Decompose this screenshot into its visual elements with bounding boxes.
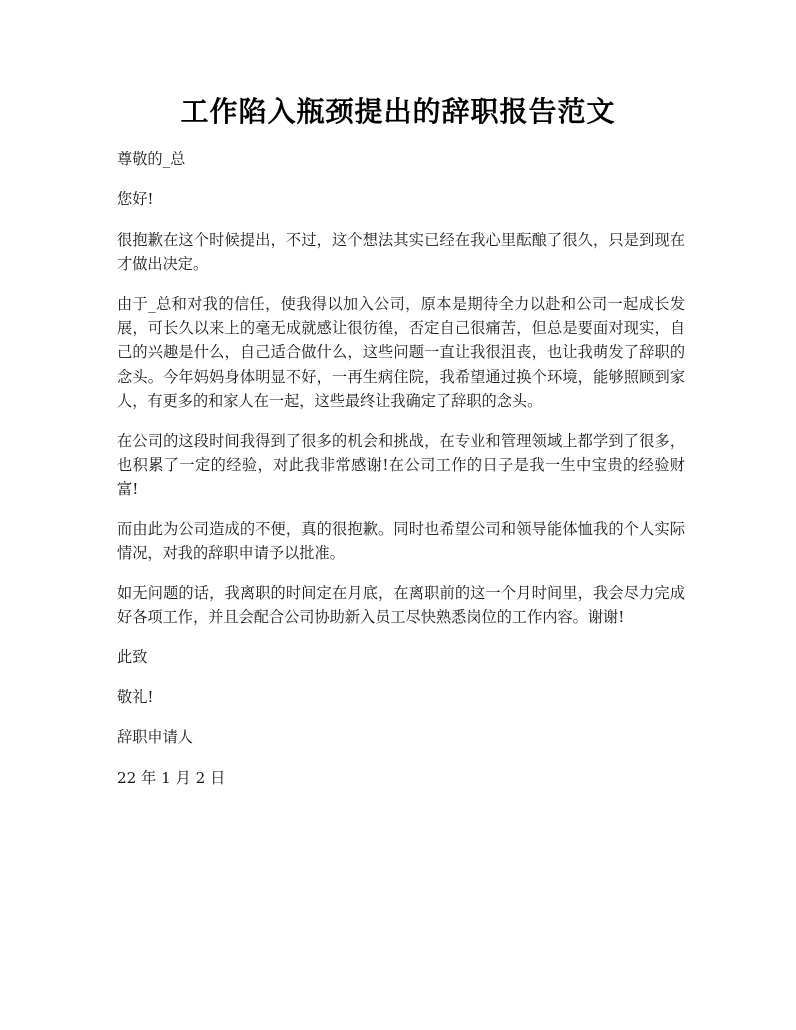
paragraph-apology: 很抱歉在这个时候提出，不过，这个想法其实已经在我心里酝酿了很久，只是到现在才做出决定。 [117,230,685,274]
document-title: 工作陷入瓶颈提出的辞职报告范文 [180,95,616,128]
paragraph-departure-plan: 如无问题的话，我离职的时间定在月底，在离职前的这一个月时间里，我会尽力完成好各项工作，并且会配合公司协助新入员工尽快熟悉岗位的工作内容。谢谢! [117,583,685,627]
paragraph-request: 而由此为公司造成的不便，真的很抱歉。同时也希望公司和领导能体恤我的个人实际情况，对我的辞职申请予以批准。 [117,519,685,563]
paragraph-reasons: 由于_总和对我的信任，使我得以加入公司，原本是期待全力以赴和公司一起成长发展，可长久以来上的毫无成就感让很彷徨，否定自己很痛苦，但总是要面对现实，自己的兴趣是什么，自己适合做什么，这些问题一直让我很沮丧，也让我萌发了辞职的念头。今年妈妈身体明显不好，一再生病住院，我希望通过换个环境，能够照顾到家人，有更多的和家人在一起，这些最终让我确定了辞职的念头。 [117,294,685,411]
greeting: 您好! [117,190,154,209]
signature: 辞职申请人 [117,728,193,747]
paragraph-gratitude: 在公司的这段时间我得到了很多的机会和挑战，在专业和管理领域上都学到了很多，也积累了一定的经验，对此我非常感谢!在公司工作的日子是我一生中宝贵的经验财富! [117,431,685,499]
closing-line-1: 此致 [117,647,148,666]
salutation: 尊敬的_总 [117,150,186,168]
letter-body [117,147,685,806]
closing-line-2: 敬礼! [117,687,154,706]
date: 22 年 1 月 2 日 [117,768,226,787]
